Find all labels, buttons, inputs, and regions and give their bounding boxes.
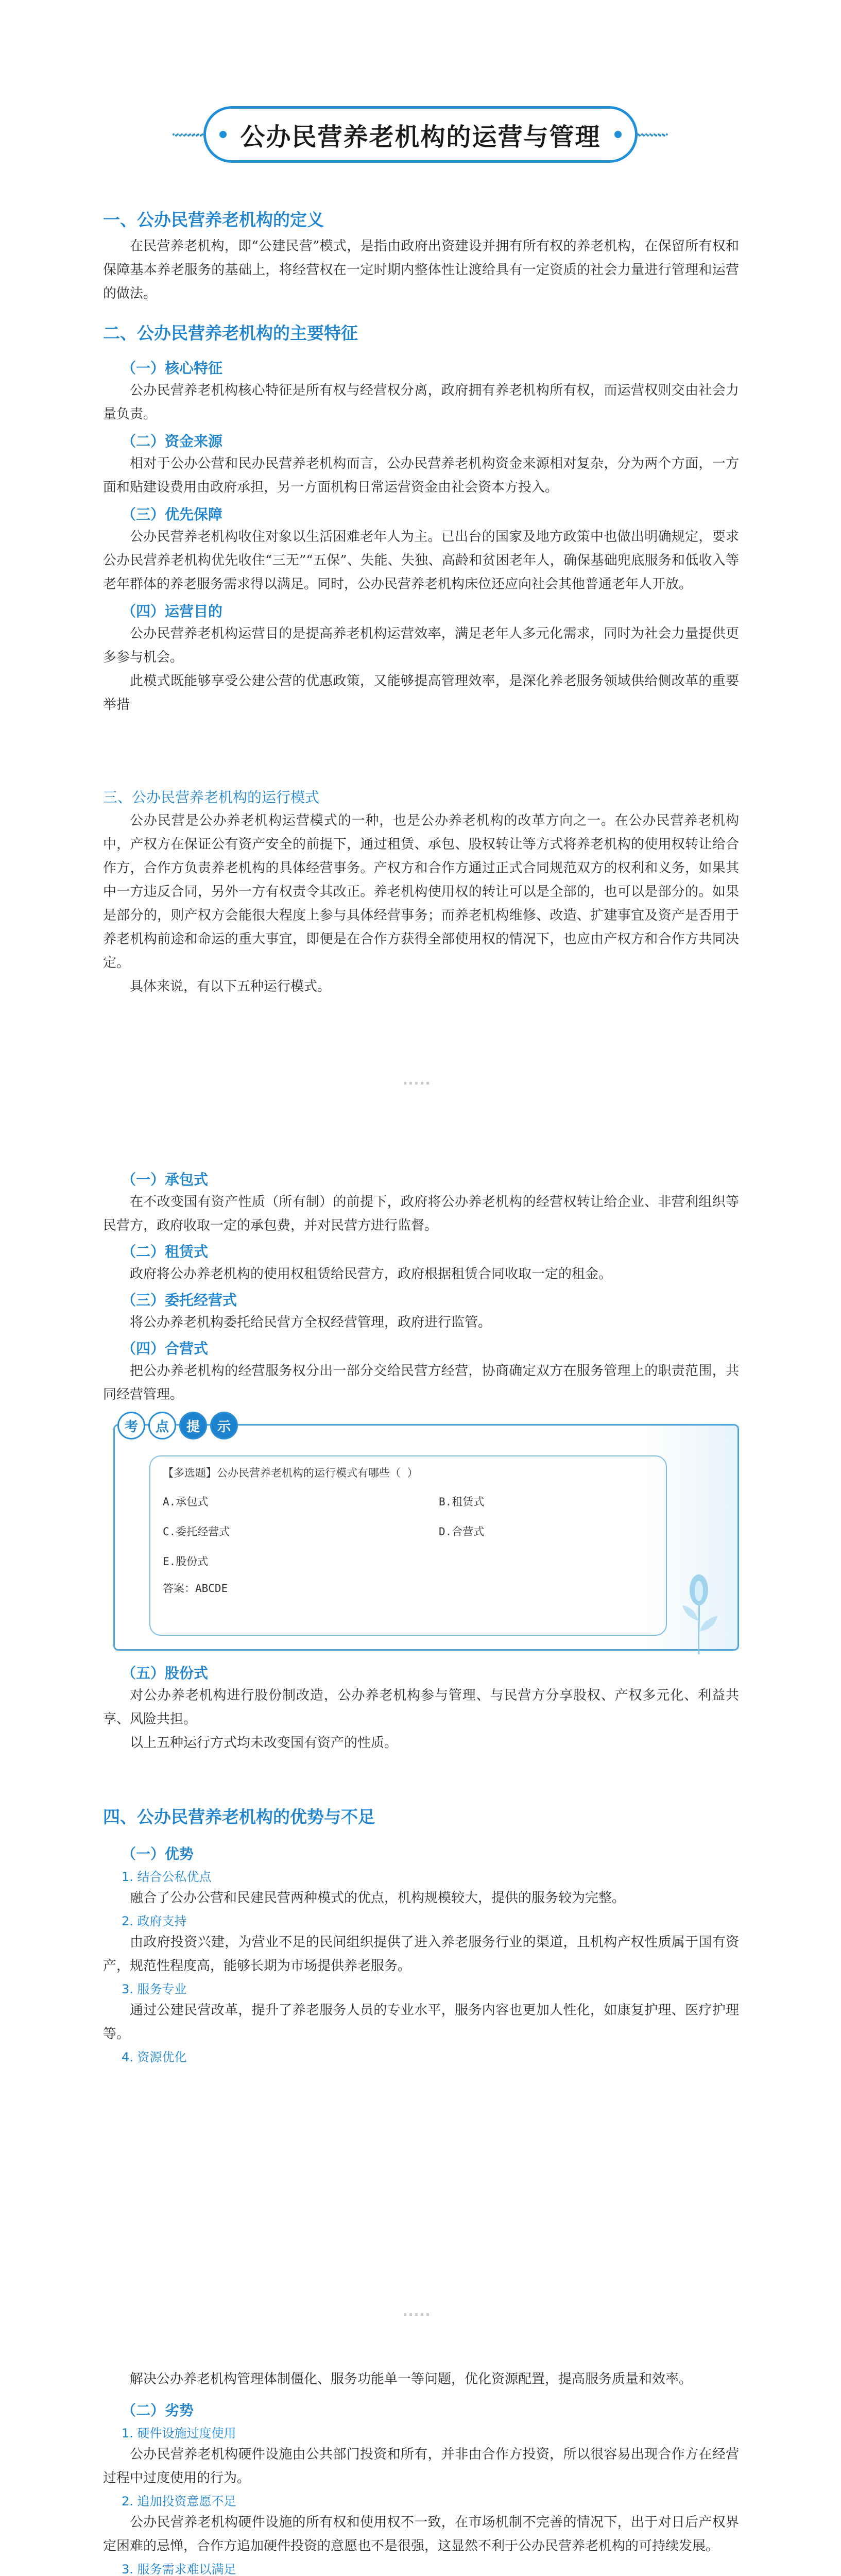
paragraph: 公办民营养老机构硬件设施的所有权和使用权不一致，在市场机制不完善的情况下，出于对日后产权界定困难的忌惮，合作方追加硬件投资的意愿也不是很强，这显然不利于公办民营养老机构的可持续发展。 [103, 2515, 739, 2554]
section-models [103, 788, 739, 998]
subsection-heading: （一）核心特征 [122, 360, 223, 377]
section-heading: 四、公办民营养老机构的优势与不足 [103, 1807, 375, 1827]
paragraph: 把公办养老机构的经营服务权分出一部分交给民营方经营，协商确定双方在服务管理上的职责范围，共同经营管理。 [103, 1363, 739, 1402]
paragraph: 政府将公办养老机构的使用权租赁给民营方，政府根据租赁合同收取一定的租金。 [130, 1266, 612, 1282]
section-heading: 三、公办民营养老机构的运行模式 [103, 789, 320, 806]
item-heading: 3. 服务需求难以满足 [122, 2562, 236, 2576]
paragraph: 公办民营养老机构硬件设施由公共部门投资和所有，并非由合作方投资，所以很容易出现合作方在经营过程中过度使用的行为。 [103, 2447, 739, 2486]
subsection-heading: （三）优先保障 [122, 506, 223, 523]
paragraph: 将公办养老机构委托给民营方全权经营管理，政府进行监管。 [130, 1315, 492, 1330]
exam-tip-box [113, 1412, 739, 1654]
paragraph: 公办民营养老机构核心特征是所有权与经营权分离，政府拥有养老机构所有权，而运营权则交由社会力量负责。 [103, 383, 739, 422]
title-banner [203, 106, 638, 163]
paragraph: 融合了公办公营和民建民营两种模式的优点，机构规模较大，提供的服务较为完整。 [130, 1890, 626, 1906]
tag-char: 示 [210, 1412, 238, 1439]
paragraph: 公办民营养老机构收住对象以生活困难老年人为主。已出台的国家及地方政策中也做出明确规定，要求公办民营养老机构优先收住“三无”“五保”、失能、失独、高龄和贫困老年人，确保基础兜底服务和低收入等老年群体的养老服务需求得以满足。同时，公办民营养老机构床位还应向社会其他普通老年人开放。 [103, 529, 739, 592]
paragraph: 在民营养老机构，即“公建民营”模式，是指由政府出资建设并拥有所有权的养老机构，在保留所有权和保障基本养老服务的基础上，将经营权在一定时期内整体性让渡给具有一定资质的社会力量进行管理和运营的做法。 [103, 239, 739, 301]
page-separator [404, 1077, 437, 1086]
item-heading: 3. 服务专业 [122, 1982, 187, 1996]
item-heading: 1. 硬件设施过度使用 [122, 2426, 236, 2441]
paragraph: 对公办养老机构进行股份制改造，公办养老机构参与管理、与民营方分享股权、产权多元化、利益共享、风险共担。 [103, 1688, 739, 1727]
paragraph: 在不改变国有资产性质（所有制）的前提下，政府将公办养老机构的经营权转让给企业、非营利组织等民营方，政府收取一定的承包费，并对民营方进行监督。 [103, 1194, 739, 1233]
section-features [103, 322, 739, 717]
exam-tag [117, 1412, 238, 1438]
models-list [103, 1170, 739, 1406]
paragraph: 以上五种运行方式均未改变国有资产的性质。 [130, 1735, 398, 1751]
question-card [149, 1455, 667, 1636]
option-e: E.股份式 [163, 1555, 209, 1568]
model-five [103, 1663, 739, 1755]
tag-char: 点 [148, 1412, 176, 1439]
paragraph: 相对于公办公营和民办民营养老机构而言，公办民营养老机构资金来源相对复杂，分为两个方面，一方面和贴建设费用由政府承担，另一方面机构日常运营资金由社会资本方投入。 [103, 456, 739, 495]
subsection-heading: （四）合营式 [122, 1340, 209, 1357]
paragraph: 解决公办养老机构管理体制僵化、服务功能单一等问题，优化资源配置，提高服务质量和效率。 [130, 2371, 693, 2387]
section-disadvantages [103, 2367, 739, 2576]
paragraph: 具体来说，有以下五种运行模式。 [130, 979, 331, 994]
paragraph: 通过公建民营改革，提升了养老服务人员的专业水平，服务内容也更加人性化，如康复护理、医疗护理等。 [103, 2003, 739, 2042]
subsection-heading: （一）优势 [122, 1845, 194, 1862]
subsection-heading: （二）租赁式 [122, 1243, 209, 1260]
item-heading: 1. 结合公私优点 [122, 1870, 212, 1884]
tag-char: 提 [179, 1412, 207, 1439]
question-text: 【多选题】公办民营养老机构的运行模式有哪些（ ） [163, 1467, 418, 1479]
subsection-heading: （五）股份式 [122, 1665, 209, 1682]
item-heading: 2. 政府支持 [122, 1914, 187, 1928]
item-heading: 4. 资源优化 [122, 2050, 187, 2064]
option-d: D.合营式 [439, 1526, 485, 1538]
bullet-dot-icon [614, 131, 622, 138]
subsection-heading: （二）资金来源 [122, 433, 223, 450]
section-heading: 二、公办民营养老机构的主要特征 [103, 323, 358, 343]
option-b: B.租赁式 [439, 1496, 485, 1508]
option-a: A.承包式 [163, 1496, 209, 1508]
page-separator [404, 2308, 437, 2317]
subsection-heading: （一）承包式 [122, 1171, 209, 1188]
tag-char: 考 [117, 1412, 145, 1439]
option-c: C.委托经营式 [163, 1526, 230, 1538]
bullet-dot-icon [219, 131, 227, 138]
subsection-heading: （二）劣势 [122, 2402, 194, 2419]
paragraph: 公办民营养老机构运营目的是提高养老机构运营效率，满足老年人多元化需求，同时为社会力量提供更多参与机会。 [103, 626, 739, 665]
flower-decoration-icon [668, 1569, 730, 1657]
paragraph: 由政府投资兴建，为营业不足的民间组织提供了进入养老服务行业的渠道，且机构产权性质属于国有资产，规范性程度高，能够长期为市场提供养老服务。 [103, 1935, 739, 1974]
answer-text: 答案：ABCDE [163, 1582, 228, 1595]
section-pros-cons [103, 1806, 739, 2066]
paragraph: 此模式既能够享受公建公营的优惠政策，又能够提高管理效率，是深化养老服务领域供给侧改革的重要举措 [103, 673, 739, 713]
paragraph: 公办民营是公办养老机构运营模式的一种，也是公办养老机构的改革方向之一。在公办民营养老机构中，产权方在保证公有资产安全的前提下，通过租赁、承包、股权转让等方式将养老机构的使用权转让给合作方，合作方负责养老机构的具体经营事务。产权方和合作方通过正式合同规范双方的权利和义务，如果其中一方违反合同，另外一方有权责令其改正。养老机构使用权的转让可以是全部的，也可以是部分的。如果是部分的，则产权方会能很大程度上参与具体经营事务；而养老机构维修、改造、扩建事宜及资产是否用于养老机构前途和命运的重大事宜，即便是在合作方获得全部使用权的情况下，也应由产权方和合作方共同决定。 [103, 813, 739, 971]
subsection-heading: （三）委托经营式 [122, 1292, 237, 1309]
section-heading: 一、公办民营养老机构的定义 [103, 210, 324, 230]
page-title: 公办民营养老机构的运营与管理 [240, 122, 601, 151]
subsection-heading: （四）运营目的 [122, 603, 223, 620]
section-definition [103, 209, 739, 306]
item-heading: 2. 追加投资意愿不足 [122, 2494, 236, 2509]
